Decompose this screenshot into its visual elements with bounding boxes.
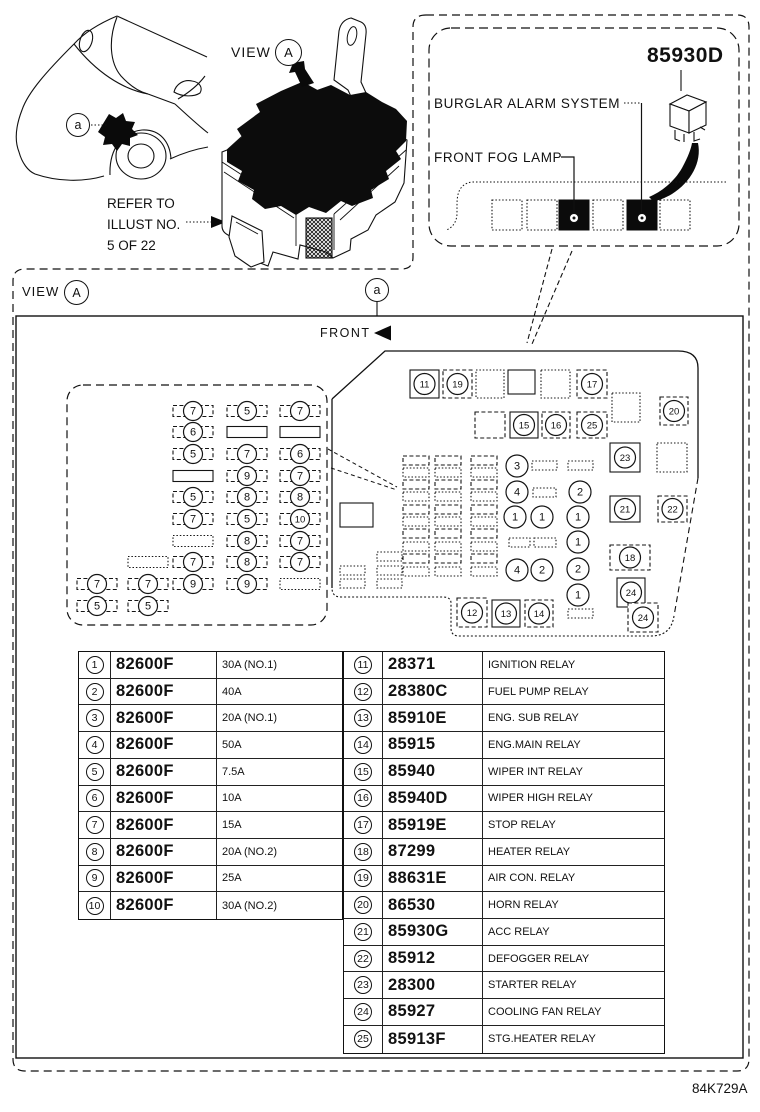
item-number: 7 [86,816,104,834]
item-number: 20 [354,896,372,914]
item-number: 12 [354,683,372,701]
table-row [79,705,342,732]
table-row [344,652,664,679]
table-row [344,866,664,893]
item-number-cell [344,759,383,785]
fusebox-fuse [471,567,497,576]
fusebox-fuse [435,492,461,501]
item-number: 5 [86,763,104,781]
fusebox-fuse [377,579,402,588]
item-number: 8 [86,843,104,861]
fusebox-fuse [471,480,497,489]
item-number: 14 [354,736,372,754]
item-number-cell [344,839,383,865]
relay-callout-number: 16 [550,420,562,432]
item-number: 24 [354,1003,372,1021]
view-label-main: VIEW [22,284,60,299]
callout-a-car: a [66,113,90,137]
relay-callout-number: 15 [518,420,530,432]
part-number-cell: 85940 [383,759,483,785]
part-number-cell: 85910E [383,705,483,731]
refer-note-line3: 5 OF 22 [107,238,156,253]
part-number-cell: 82600F [111,892,217,919]
relay-slot [508,370,535,394]
item-number-cell [79,866,111,892]
item-number: 16 [354,789,372,807]
panel-fuse-callout-number: 7 [296,470,304,483]
item-number: 6 [86,789,104,807]
fusebox-fuse [471,492,497,501]
relay-callout-number: 12 [466,608,478,620]
part-number-cell: 85927 [383,999,483,1025]
part-number-cell: 28371 [383,652,483,678]
part-number-cell: 86530 [383,892,483,918]
fusebox-fuse [534,538,556,547]
fuse-callout-number: 4 [513,564,521,577]
car-sketch [16,16,208,180]
relay-name-cell: STOP RELAY [488,819,556,832]
panel-fuse [128,557,168,568]
table-row [344,999,664,1026]
panel-fuse-callout-number: 9 [243,578,251,591]
fuse-callout-number: 2 [576,486,584,499]
panel-fuse [173,536,213,547]
fusebox-fuse [533,488,556,497]
fuse-table [78,651,343,920]
refer-note-line2: ILLUST NO. [107,217,181,232]
part-number-cell: 85940D [383,786,483,812]
panel-fuse-callout-number: 5 [93,600,101,613]
item-number-cell [79,839,111,865]
part-number-cell: 87299 [383,839,483,865]
item-number: 25 [354,1030,372,1048]
fuse-callout-number: 2 [538,564,546,577]
table-row [344,812,664,839]
part-number-cell: 85912 [383,946,483,972]
relay-icon [670,95,706,142]
table-row [79,866,342,893]
item-number: 4 [86,736,104,754]
part-number-cell: 82600F [111,732,217,758]
table-row [344,732,664,759]
panel-callout-tail [328,449,397,490]
item-number: 17 [354,816,372,834]
fusebox-fuse [471,542,497,551]
panel-fuse [280,427,320,438]
fusebox-fuse [340,566,365,575]
table-row [79,732,342,759]
relay-callout-number: 24 [637,613,649,625]
view-letter-main: A [64,280,89,305]
item-number-cell [344,892,383,918]
view-label-top: VIEW [231,44,271,60]
panel-fuse-callout-number: 9 [243,470,251,483]
fusebox-fuse [403,492,429,501]
relay-name-cell: ENG. SUB RELAY [488,712,579,725]
fusebox-fuse [435,468,461,477]
amp-rating-cell: 7.5A [222,765,245,778]
fuse-callout-number: 3 [513,460,521,473]
panel-fuse [227,427,267,438]
panel-fuse-callout-number: 5 [243,405,251,418]
fusebox-fuse [340,579,365,588]
fusebox-fuse [471,468,497,477]
fusebox-fuse [471,456,497,465]
fusebox-fuse [403,468,429,477]
fusebox-fuse [403,456,429,465]
panel-fuse-callout-number: 8 [296,491,304,504]
part-number-cell: 82600F [111,705,217,731]
fusebox-fuse [403,567,429,576]
item-number: 19 [354,869,372,887]
relay-callout-number: 14 [533,609,545,621]
inset-part-code: 85930D [647,44,724,67]
item-number-cell [344,1026,383,1053]
table-row [344,786,664,813]
front-label: FRONT [320,326,371,340]
item-number: 1 [86,656,104,674]
part-number-cell: 85919E [383,812,483,838]
relay-slot [657,443,687,472]
item-number: 2 [86,683,104,701]
item-number-cell [79,679,111,705]
part-number-cell: 82600F [111,812,217,838]
fusebox-fuse [471,529,497,538]
relay-callout-number: 21 [619,504,631,516]
item-number-cell [79,652,111,678]
item-number-cell [344,732,383,758]
fusebox-fuse [377,552,402,561]
item-number: 22 [354,950,372,968]
item-number: 10 [86,897,104,915]
item-number-cell [79,732,111,758]
relay-callout-number: 24 [625,588,637,600]
fuse-callout-number: 1 [574,589,582,602]
relay-name-cell: HORN RELAY [488,899,559,912]
table-row [344,759,664,786]
panel-fuse-callout-number: 7 [189,513,197,526]
item-number: 3 [86,709,104,727]
item-number-cell [344,679,383,705]
item-number: 23 [354,976,372,994]
table-row [344,972,664,999]
panel-fuse-callout-number: 7 [189,405,197,418]
relay-name-cell: STARTER RELAY [488,979,577,992]
panel-fuse-callout-number: 7 [243,448,251,461]
panel-fuse-callout-number: 5 [144,600,152,613]
fuse-callout-number: 1 [574,536,582,549]
fusebox-fuse [377,566,402,575]
callout-a-main: a [365,278,389,302]
fusebox-fuse [435,517,461,526]
panel-fuse-callout-number: 7 [296,535,304,548]
item-number: 13 [354,709,372,727]
table-row [344,1026,664,1053]
panel-fuse-callout-number: 9 [189,578,197,591]
inset-slot [492,200,522,230]
panel-fuse-callout-number: 7 [93,578,101,591]
item-number-cell [344,946,383,972]
front-fog-label: FRONT FOG LAMP [434,150,563,165]
relay-callout-number: 23 [619,453,631,465]
doc-code: 84K729A [692,1081,748,1096]
panel-fuse-callout-number: 6 [296,448,304,461]
fusebox-fuse [403,554,429,563]
relay-name-cell: FUEL PUMP RELAY [488,685,589,698]
fusebox-fuse [471,505,497,514]
fusebox-fuse [435,456,461,465]
table-row [344,839,664,866]
location-marker-splat [98,113,138,151]
amp-rating-cell: 30A (NO.1) [222,658,278,671]
fusebox-fuse [435,505,461,514]
fuse-callout-number: 1 [538,511,546,524]
item-number-cell [344,812,383,838]
fusebox-fuse [471,554,497,563]
inset-callout-tail [527,249,572,344]
amp-rating-cell: 15A [222,819,242,832]
item-number-cell [344,866,383,892]
item-number-cell [344,786,383,812]
item-number-cell [344,972,383,998]
amp-rating-cell: 25A [222,872,242,885]
relay-slot [475,412,505,438]
fusebox-fuse [435,480,461,489]
relay-slot [340,503,373,527]
fusebox-fuse [403,517,429,526]
relay-name-cell: WIPER INT RELAY [488,765,583,778]
panel-fuse-callout-number: 5 [189,491,197,504]
item-number-cell [79,759,111,785]
item-number-cell [79,892,111,919]
fusebox-fuse [568,461,593,470]
fusebox-fuse [403,505,429,514]
table-row [344,679,664,706]
amp-rating-cell: 20A (NO.1) [222,712,278,725]
part-number-cell: 85930G [383,919,483,945]
fusebox-fuse [435,542,461,551]
inset-slot [660,200,690,230]
part-number-cell: 28380C [383,679,483,705]
part-number-cell: 85915 [383,732,483,758]
item-number-cell [344,705,383,731]
fog-slot-dot-center [573,217,576,220]
panel-fuse-callout-number: 8 [243,556,251,569]
relay-callout-number: 11 [419,379,430,391]
relay-callout-number: 13 [500,609,512,621]
part-number-cell: 82600F [111,839,217,865]
panel-fuse-callout-number: 8 [243,491,251,504]
table-row [79,812,342,839]
table-row [344,946,664,973]
amp-rating-cell: 40A [222,685,242,698]
relay-slot [476,370,504,398]
panel-fuse-callout-number: 7 [296,556,304,569]
table-row [79,786,342,813]
fusebox-fuse [509,538,530,547]
relay-callout-number: 25 [586,420,598,432]
view-letter-top: A [275,39,302,66]
item-number-cell [79,705,111,731]
amp-rating-cell: 30A (NO.2) [222,899,278,912]
refer-note-line1: REFER TO [107,196,175,211]
table-row [344,919,664,946]
table-row [79,652,342,679]
amp-rating-cell: 10A [222,792,242,805]
relay-name-cell: IGNITION RELAY [488,658,576,671]
fusebox-fuse [471,517,497,526]
fusebox-fuse [532,461,557,470]
item-number-cell [344,999,383,1025]
relay-name-cell: HEATER RELAY [488,845,571,858]
relay-callout-number: 18 [624,553,636,565]
part-number-cell: 82600F [111,652,217,678]
fusebox-fuse [435,554,461,563]
table-row [79,679,342,706]
fusebox-fuse [403,542,429,551]
table-row [344,705,664,732]
relay-name-cell: AIR CON. RELAY [488,872,576,885]
amp-rating-cell: 50A [222,738,242,751]
relay-table [343,651,665,1054]
fuse-callout-number: 4 [513,486,521,499]
relay-slot [541,370,570,398]
front-arrow [374,326,391,341]
insert-swoosh [649,143,699,201]
panel-fuse [173,471,213,482]
relay-callout-number: 19 [452,379,463,391]
item-number-cell [344,652,383,678]
fuse-callout-number: 2 [574,563,582,576]
inset-slot [527,200,557,230]
relay-callout-number: 17 [586,379,598,391]
relay-name-cell: STG.HEATER RELAY [488,1033,596,1046]
part-number-cell: 82600F [111,759,217,785]
part-number-cell: 28300 [383,972,483,998]
relay-name-cell: WIPER HIGH RELAY [488,792,593,805]
table-row [79,839,342,866]
item-number: 9 [86,869,104,887]
fuse-callout-number: 1 [511,511,519,524]
part-number-cell: 82600F [111,786,217,812]
fusebox-fuse [403,529,429,538]
part-number-cell: 88631E [383,866,483,892]
item-number-cell [79,812,111,838]
item-number: 15 [354,763,372,781]
panel-fuse [280,579,320,590]
table-row [79,892,342,919]
part-number-cell: 85913F [383,1026,483,1053]
relay-name-cell: COOLING FAN RELAY [488,1005,602,1018]
item-number-cell [79,786,111,812]
burglar-slot-dot-center [641,217,644,220]
table-row [79,759,342,786]
item-number: 18 [354,843,372,861]
fusebox-fuse [435,567,461,576]
relay-name-cell: ENG.MAIN RELAY [488,738,581,751]
burglar-alarm-label: BURGLAR ALARM SYSTEM [434,96,621,111]
panel-fuse-callout-number: 5 [189,448,197,461]
panel-fuse-callout-number: 8 [243,535,251,548]
panel-fuse-callout-number: 7 [144,578,152,591]
amp-rating-cell: 20A (NO.2) [222,845,278,858]
relay-callout-number: 20 [668,406,680,418]
fusebox-fuse [568,609,593,618]
panel-fuse-callout-number: 6 [189,426,197,439]
item-number: 21 [354,923,372,941]
fuse-callout-number: 1 [574,511,582,524]
item-number-cell [344,919,383,945]
part-number-cell: 82600F [111,866,217,892]
panel-fuse-callout-number: 5 [243,513,251,526]
relay-callout-number: 22 [667,504,678,516]
part-number-cell: 82600F [111,679,217,705]
relay-name-cell: ACC RELAY [488,925,550,938]
fusebox-fuse [403,480,429,489]
fusebox-fuse [435,529,461,538]
inset-slot [593,200,623,230]
table-row [344,892,664,919]
relay-slot [612,393,640,422]
panel-fuse-callout-number: 7 [189,556,197,569]
relay-name-cell: DEFOGGER RELAY [488,952,590,965]
item-number: 11 [354,656,372,674]
panel-fuse-callout-number: 10 [294,514,306,526]
panel-fuse-callout-number: 7 [296,405,304,418]
